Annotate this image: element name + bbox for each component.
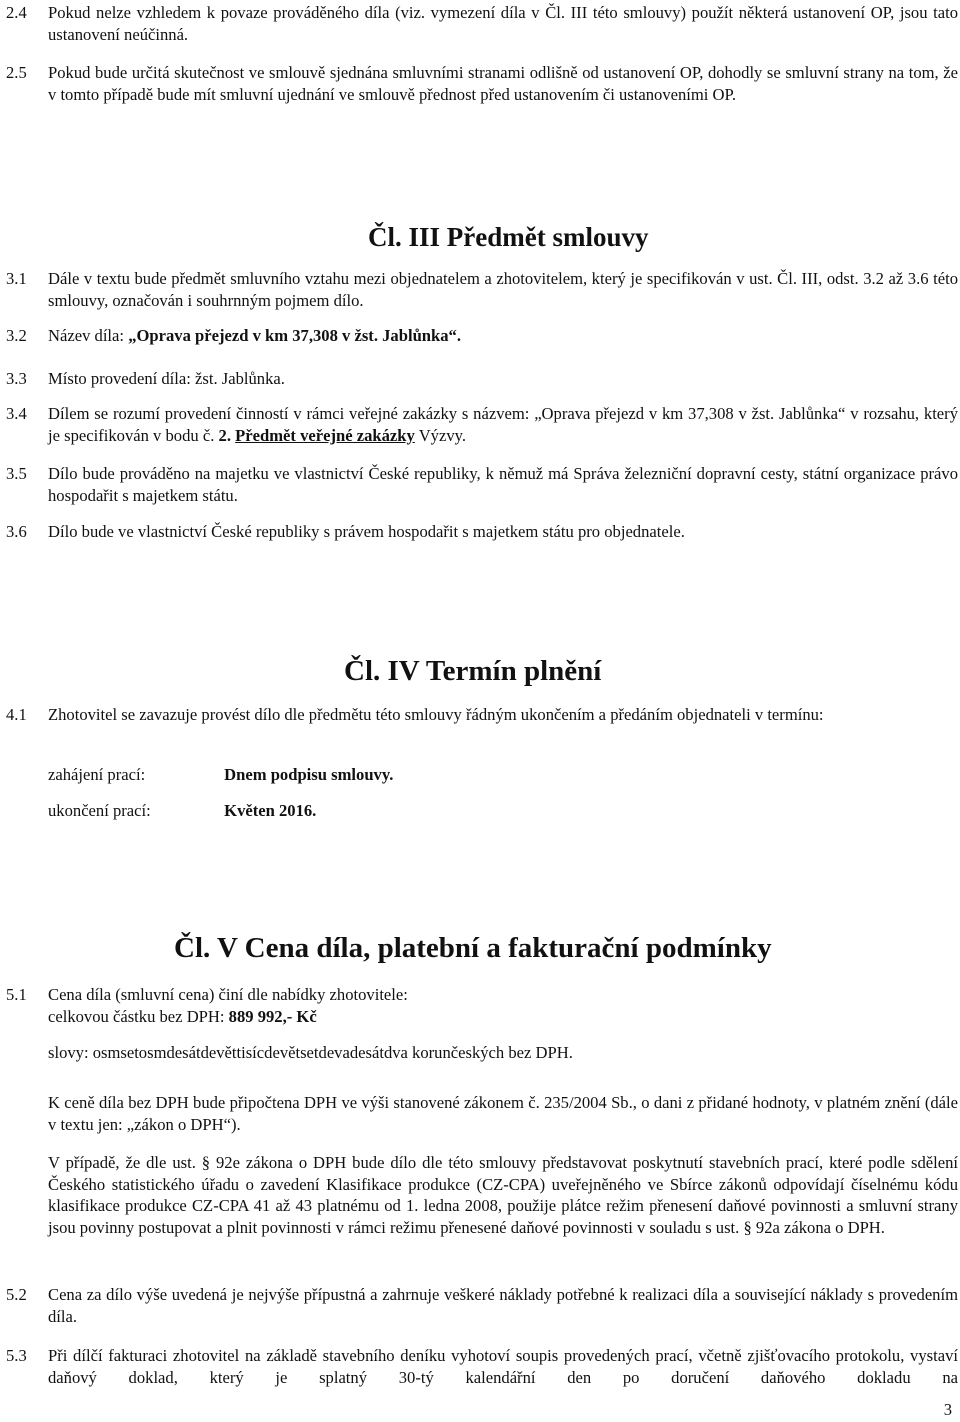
term-start-label: zahájení prací: xyxy=(48,765,146,784)
paragraph-text: Dílo bude ve vlastnictví České republiky s právem hospodařit s majetkem státu pro objednatele. xyxy=(48,522,685,541)
paragraph-number: 3.3 xyxy=(6,369,27,388)
term-end-label: ukončení prací: xyxy=(48,801,151,820)
term-end-value: Květen 2016. xyxy=(224,801,317,820)
paragraph-number: 5.2 xyxy=(6,1285,27,1304)
paragraph-3-2 xyxy=(6,325,958,347)
paragraph-number: 2.5 xyxy=(6,63,27,82)
paragraph-text: Místo provedení díla: žst. Jablůnka. xyxy=(48,369,285,388)
paragraph-3-4 xyxy=(6,403,958,446)
paragraph-3-3 xyxy=(6,368,958,390)
article-5-heading: Čl. V Cena díla, platební a fakturační podmínky xyxy=(174,932,772,964)
term-start-row xyxy=(48,764,393,786)
price-in-words-paragraph xyxy=(6,1042,958,1064)
paragraph-ref-title: Předmět veřejné zakázky xyxy=(235,425,415,445)
vat-text: K ceně díla bez DPH bude připočtena DPH ve výši stanovené zákonem č. 235/2004 Sb., o dani z přidané hodnoty, v platném znění (dále v textu jen: „zákon o DPH“). xyxy=(48,1093,958,1134)
paragraph-2-4 xyxy=(6,2,958,45)
paragraph-number: 2.4 xyxy=(6,3,27,22)
term-start-value: Dnem podpisu smlouvy. xyxy=(224,765,394,784)
paragraph-3-1 xyxy=(6,268,958,311)
paragraph-number: 3.4 xyxy=(6,404,27,423)
work-name-label: Název díla: xyxy=(48,326,125,345)
paragraph-ref-number: 2. xyxy=(218,425,231,445)
price-label: celkovou částku bez DPH: xyxy=(48,1006,225,1026)
price-value: 889 992,- Kč xyxy=(228,1006,317,1026)
reverse-charge-text: V případě, že dle ust. § 92e zákona o DPH bude dílo dle této smlouvy představovat poskytnutí stavebních prací, které podle sdělení Českého statistického úřadu o zavedení Klasifikace produkce (CZ-CPA) uveřejněného ve Sbírce zákonů odpovídají číselnému kódu klasifikace produkce CZ-CPA 41 až 43 platnému od 1. ledna 2008, použije plátce režim přenesení daňové povinnosti a smluvní strany jsou povinny postupovat a plnit povinnosti v rámci režimu přenesené daňové povinnosti v souladu s ust. § 92a zákona o DPH. xyxy=(48,1153,958,1237)
article-3-heading: Čl. III Předmět smlouvy xyxy=(368,222,649,252)
paragraph-text: Dílem se rozumí provedení činností v rámci veřejné zakázky s názvem: „Oprava přejezd v km 37,308 v žst. Jablůnka“ v rozsahu, který je specifikován v bodu č. xyxy=(48,404,958,445)
price-in-words: slovy: osmsetosmdesátdevěttisícdevětsetdevadesátdva korunčeských bez DPH. xyxy=(48,1043,573,1062)
paragraph-5-1 xyxy=(6,984,958,1027)
paragraph-text: Pokud bude určitá skutečnost ve smlouvě sjednána smluvními stranami odlišně od ustanovení OP, dohodly se smluvní strany na tom, že v tomto případě bude mít smluvní ujednání ve smlouvě přednost před ustanovením či ustanoveními OP. xyxy=(48,63,958,104)
paragraph-3-6 xyxy=(6,521,958,543)
paragraph-text: Pokud nelze vzhledem k povaze prováděného díla (viz. vymezení díla v Čl. III této smlouvy) použít některá ustanovení OP, jsou tato ustanovení neúčinná. xyxy=(48,3,958,44)
paragraph-5-2 xyxy=(6,1284,958,1327)
paragraph-text: Cena za dílo výše uvedená je nejvýše přípustná a zahrnuje veškeré náklady potřebné k realizaci díla a související náklady s provedením díla. xyxy=(48,1285,958,1326)
paragraph-2-5 xyxy=(6,62,958,105)
work-name-value: „Oprava přejezd v km 37,308 v žst. Jablůnka“. xyxy=(128,326,461,345)
reverse-charge-paragraph xyxy=(6,1152,958,1238)
paragraph-number: 4.1 xyxy=(6,705,27,724)
paragraph-text: Dílo bude prováděno na majetku ve vlastnictví České republiky, k němuž má Správa železniční dopravní cesty, státní organizace právo hospodařit s majetkem státu. xyxy=(48,464,958,505)
term-end-row xyxy=(48,800,316,822)
paragraph-5-3 xyxy=(6,1345,958,1388)
paragraph-3-5 xyxy=(6,463,958,506)
paragraph-text: Dále v textu bude předmět smluvního vztahu mezi objednatelem a zhotovitelem, který je specifikován v ust. Čl. III, odst. 3.2 až 3.6 této smlouvy, označován i souhrnným pojmem dílo. xyxy=(48,269,958,310)
price-intro: Cena díla (smluvní cena) činí dle nabídky zhotovitele: xyxy=(48,985,408,1004)
paragraph-number: 3.2 xyxy=(6,326,27,345)
paragraph-number: 3.6 xyxy=(6,522,27,541)
paragraph-number: 5.1 xyxy=(6,985,27,1004)
article-4-heading: Čl. IV Termín plnění xyxy=(344,655,602,687)
paragraph-text-end: Výzvy. xyxy=(418,425,466,445)
paragraph-number: 5.3 xyxy=(6,1346,27,1365)
page-number: 3 xyxy=(943,1400,952,1419)
paragraph-number: 3.5 xyxy=(6,464,27,483)
paragraph-4-1 xyxy=(6,704,958,726)
vat-paragraph xyxy=(6,1092,958,1135)
paragraph-number: 3.1 xyxy=(6,269,27,288)
paragraph-text: Zhotovitel se zavazuje provést dílo dle předmětu této smlouvy řádným ukončením a předáním objednateli v termínu: xyxy=(48,705,824,724)
paragraph-text: Při dílčí fakturaci zhotovitel na základě stavebního deníku vyhotoví soupis provedených prací, včetně zjišťovacího protokolu, vystaví daňový doklad, který je splatný 30-tý kalendářní den po doručení daňového dokladu na xyxy=(48,1346,958,1387)
